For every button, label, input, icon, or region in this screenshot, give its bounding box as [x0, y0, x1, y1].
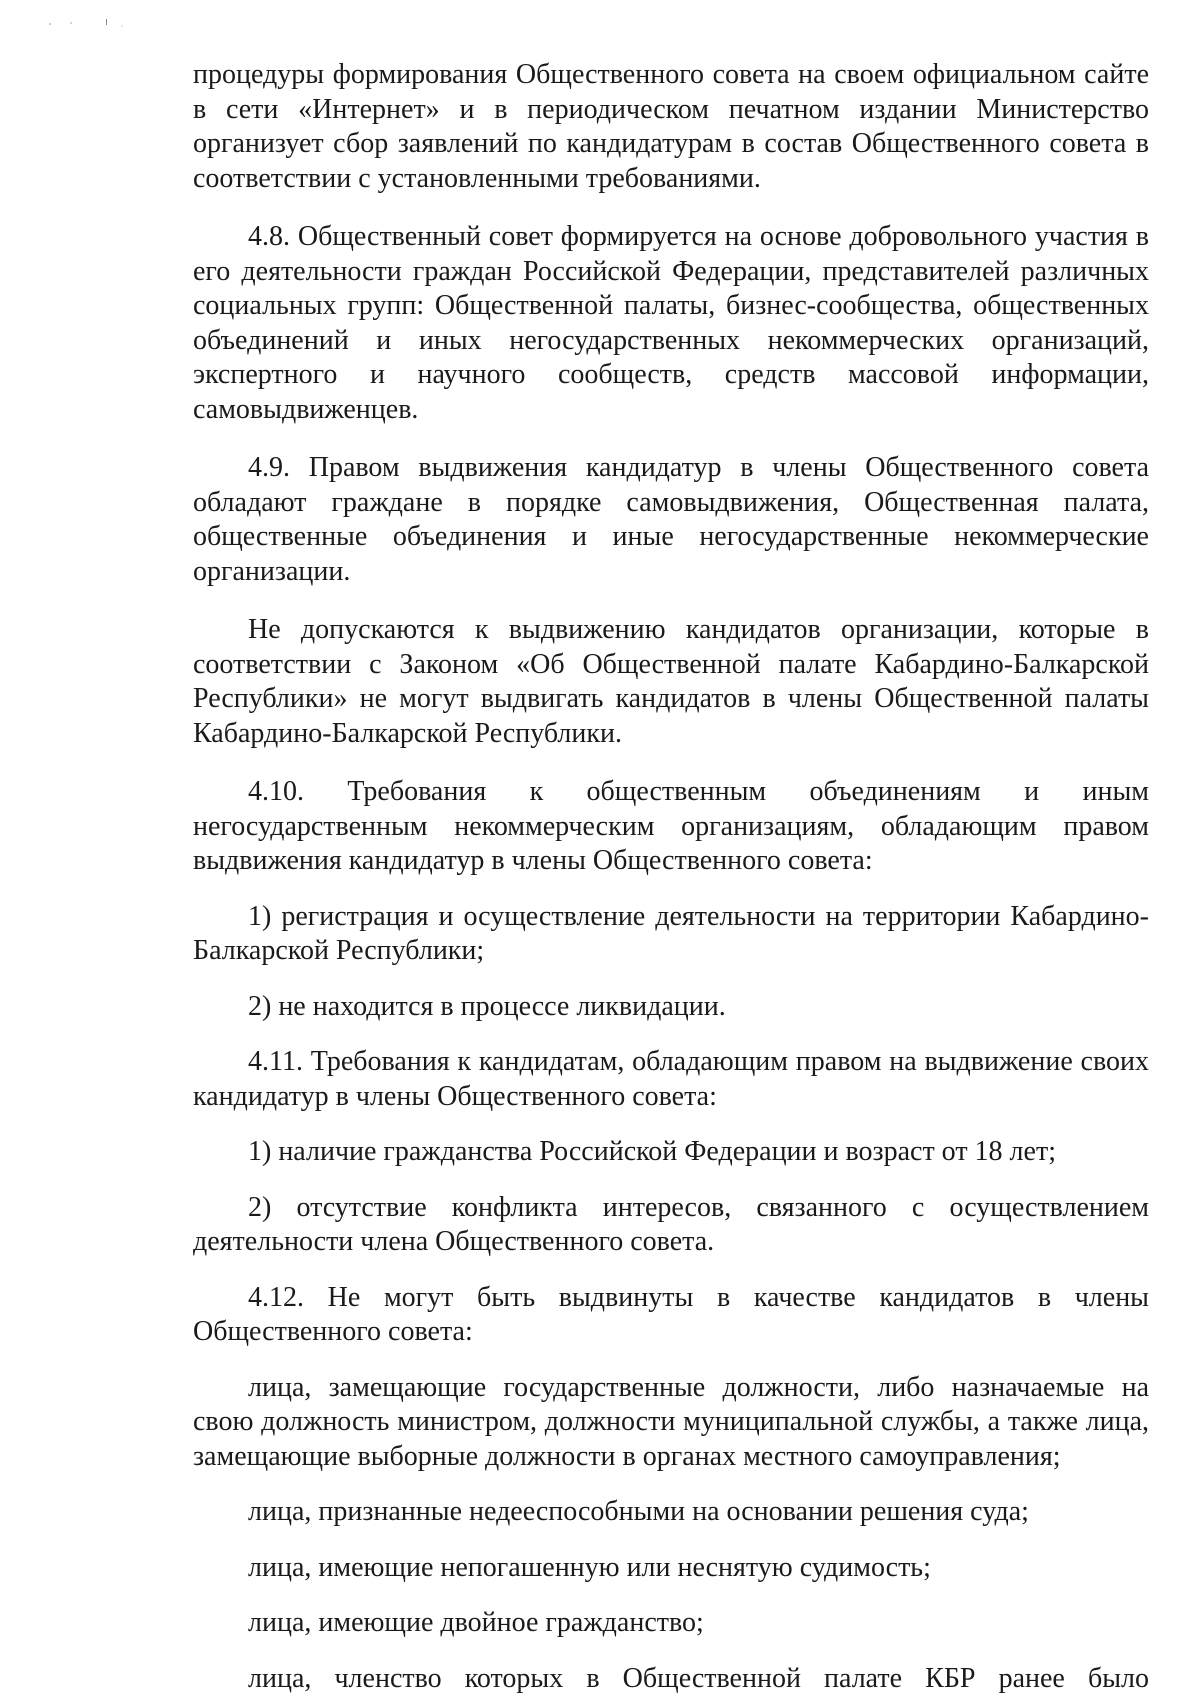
paragraph-clause-4-8: 4.8. Общественный совет формируется на основе добровольного участия в его деятельности граждан Российской Федерации, представителей различных социальных групп: Общественной палаты, бизнес-сообщества, общественных объединений и иных негосударственных некоммерческих организаций, экспертного и научного сообществ, средств массовой информации, самовыдвиженцев. [193, 221, 1149, 425]
paragraph-clause-4-9-exclusion: Не допускаются к выдвижению кандидатов организации, которые в соответствии с Законом «Об Общественной палате Кабардино-Балкарской Республики» не могут выдвигать кандидатов в члены Общественной палаты Кабардино-Балкарской Республики. [193, 614, 1149, 749]
paragraph-clause-4-10: 4.10. Требования к общественным объединениям и иным негосударственным некоммерческим организациям, обладающим правом выдвижения кандидатур в члены Общественного совета: [193, 776, 1149, 876]
paragraph-clause-4-12-item-incapable: лица, признанные недееспособными на основании решения суда; [248, 1496, 1029, 1527]
paragraph-clause-4-12: 4.12. Не могут быть выдвинуты в качестве кандидатов в члены Общественного совета: [193, 1281, 1149, 1347]
document-body [193, 58, 1149, 1696]
paragraph-intro-continuation: процедуры формирования Общественного совета на своем официальном сайте в сети «Интернет» и в периодическом печатном издании Министерство организует сбор заявлений по кандидатурам в состав Общественного совета в соответствии с установленными требованиями. [193, 59, 1149, 194]
paragraph-clause-4-10-item-1: 1) регистрация и осуществление деятельности на территории Кабардино-Балкарской Республики; [193, 900, 1149, 966]
paragraph-clause-4-10-item-2: 2) не находится в процессе ликвидации. [248, 990, 726, 1022]
paragraph-clause-4-12-item-officials: лица, замещающие государственные должности, либо назначаемые на свою должность министром, должности муниципальной службы, а также лица, замещающие выборные должности в органах местного самоуправления; [193, 1371, 1149, 1472]
scan-specks [40, 10, 160, 30]
paragraph-clause-4-12-item-conviction: лица, имеющие непогашенную или неснятую судимость; [248, 1551, 931, 1583]
paragraph-clause-4-11-item-2: 2) отсутствие конфликта интересов, связанного с осуществлением деятельности члена Общественного совета. [193, 1191, 1149, 1257]
paragraph-clause-4-12-item-dual-citizenship: лица, имеющие двойное гражданство; [248, 1607, 704, 1638]
paragraph-clause-4-9: 4.9. Правом выдвижения кандидатур в члены Общественного совета обладают граждане в порядке самовыдвижения, Общественная палата, общественные объединения и иные негосударственные некоммерческие организации. [193, 452, 1149, 587]
paragraph-clause-4-11: 4.11. Требования к кандидатам, обладающим правом на выдвижение своих кандидатур в члены Общественного совета: [193, 1046, 1149, 1112]
paragraph-clause-4-11-item-1: 1) наличие гражданства Российской Федерации и возраст от 18 лет; [248, 1136, 1056, 1167]
paragraph-clause-4-12-item-terminated: лица, членство которых в Общественной палате КБР ранее было [248, 1662, 1149, 1694]
